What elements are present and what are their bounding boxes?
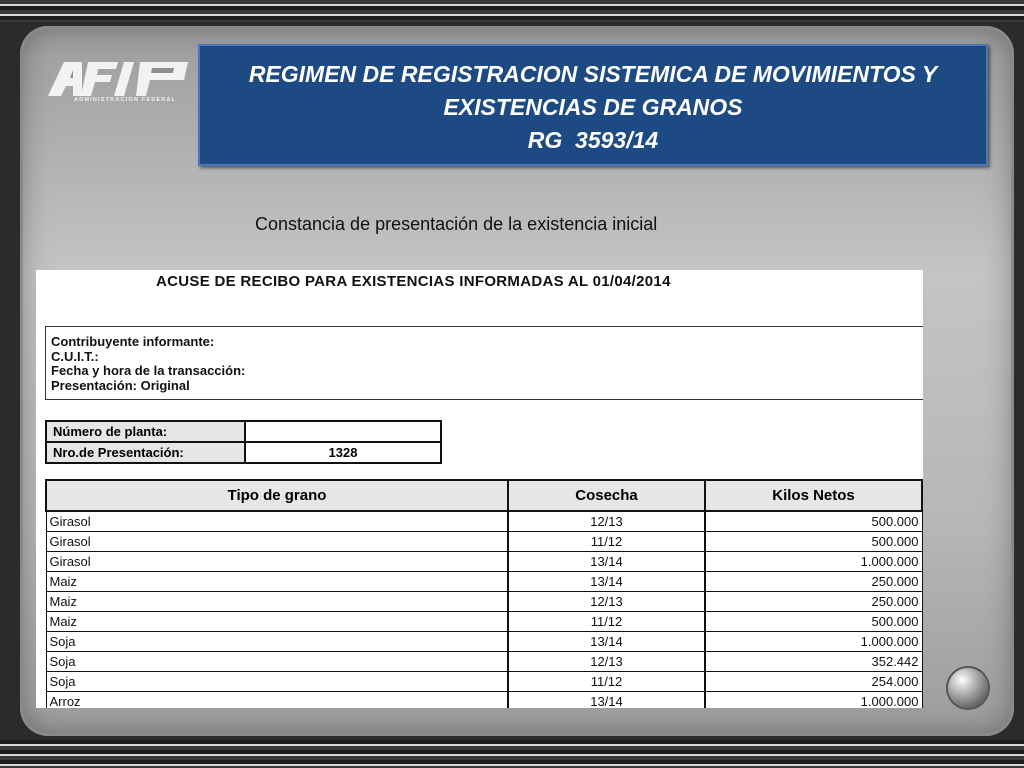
cell-grain: Soja <box>46 672 508 692</box>
cell-harvest: 13/14 <box>508 552 705 572</box>
cell-kilos: 1.000.000 <box>705 632 922 652</box>
presentation-number-row <box>46 442 441 463</box>
header-harvest: Cosecha <box>508 480 705 511</box>
table-row <box>46 532 922 552</box>
table-body <box>46 511 922 708</box>
info-cuit: C.U.I.T.: <box>51 348 99 364</box>
table-header-row <box>46 480 922 511</box>
cell-kilos: 250.000 <box>705 592 922 612</box>
cell-grain: Girasol <box>46 532 508 552</box>
table-row <box>46 652 922 672</box>
slide-subtitle: Constancia de presentación de la existencia inicial <box>255 214 658 234</box>
cell-harvest: 13/14 <box>508 632 705 652</box>
cell-harvest: 12/13 <box>508 511 705 532</box>
cell-kilos: 1.000.000 <box>705 692 922 709</box>
cell-grain: Soja <box>46 632 508 652</box>
cell-harvest: 11/12 <box>508 532 705 552</box>
cell-harvest: 12/13 <box>508 592 705 612</box>
cell-kilos: 254.000 <box>705 672 922 692</box>
cell-grain: Maiz <box>46 592 508 612</box>
table-row <box>46 592 922 612</box>
presentation-fields-table <box>45 420 442 464</box>
cell-kilos: 1.000.000 <box>705 552 922 572</box>
plant-number-label: Número de planta: <box>46 421 245 442</box>
table-row <box>46 672 922 692</box>
cell-kilos: 500.000 <box>705 612 922 632</box>
cell-grain: Maiz <box>46 612 508 632</box>
receipt-document <box>36 270 923 708</box>
title-line-1: REGIMEN DE REGISTRACION SISTEMICA DE MOVIMIENTOS Y <box>248 61 938 87</box>
next-slide-ball-icon[interactable] <box>948 668 988 708</box>
table-row <box>46 572 922 592</box>
title-line-3: RG 3593/14 <box>527 127 659 153</box>
table-row <box>46 692 922 709</box>
cell-grain: Maiz <box>46 572 508 592</box>
title-line-2: EXISTENCIAS DE GRANOS <box>443 94 743 120</box>
presentation-number-label: Nro.de Presentación: <box>46 442 245 463</box>
cell-harvest: 13/14 <box>508 692 705 709</box>
taxpayer-info-box <box>45 326 923 400</box>
bottom-stripe <box>0 740 1024 768</box>
cell-kilos: 352.442 <box>705 652 922 672</box>
document-heading: ACUSE DE RECIBO PARA EXISTENCIAS INFORMADAS AL 01/04/2014 <box>156 273 671 290</box>
header-net-kilos: Kilos Netos <box>705 480 922 511</box>
table-row <box>46 632 922 652</box>
cell-harvest: 12/13 <box>508 652 705 672</box>
cell-harvest: 13/14 <box>508 572 705 592</box>
cell-grain: Arroz <box>46 692 508 709</box>
cell-grain: Girasol <box>46 511 508 532</box>
cell-kilos: 500.000 <box>705 532 922 552</box>
presentation-number-value: 1328 <box>245 442 441 463</box>
cell-grain: Girasol <box>46 552 508 572</box>
plant-number-row <box>46 421 441 442</box>
info-presentation: Presentación: Original <box>51 377 190 393</box>
info-datetime: Fecha y hora de la transacción: <box>51 363 246 378</box>
table-row <box>46 612 922 632</box>
table-row <box>46 511 922 532</box>
cell-grain: Soja <box>46 652 508 672</box>
cell-harvest: 11/12 <box>508 672 705 692</box>
info-taxpayer: Contribuyente informante: <box>51 334 215 349</box>
cell-kilos: 500.000 <box>705 511 922 532</box>
logo-subtitle: ADMINISTRACION FEDERAL <box>74 97 177 103</box>
table-row <box>46 552 922 572</box>
cell-harvest: 11/12 <box>508 612 705 632</box>
title-banner <box>198 44 988 166</box>
plant-number-value <box>245 421 441 442</box>
header-grain-type: Tipo de grano <box>46 480 508 511</box>
cell-kilos: 250.000 <box>705 572 922 592</box>
grain-stock-table <box>45 479 923 708</box>
top-stripe <box>0 0 1024 22</box>
